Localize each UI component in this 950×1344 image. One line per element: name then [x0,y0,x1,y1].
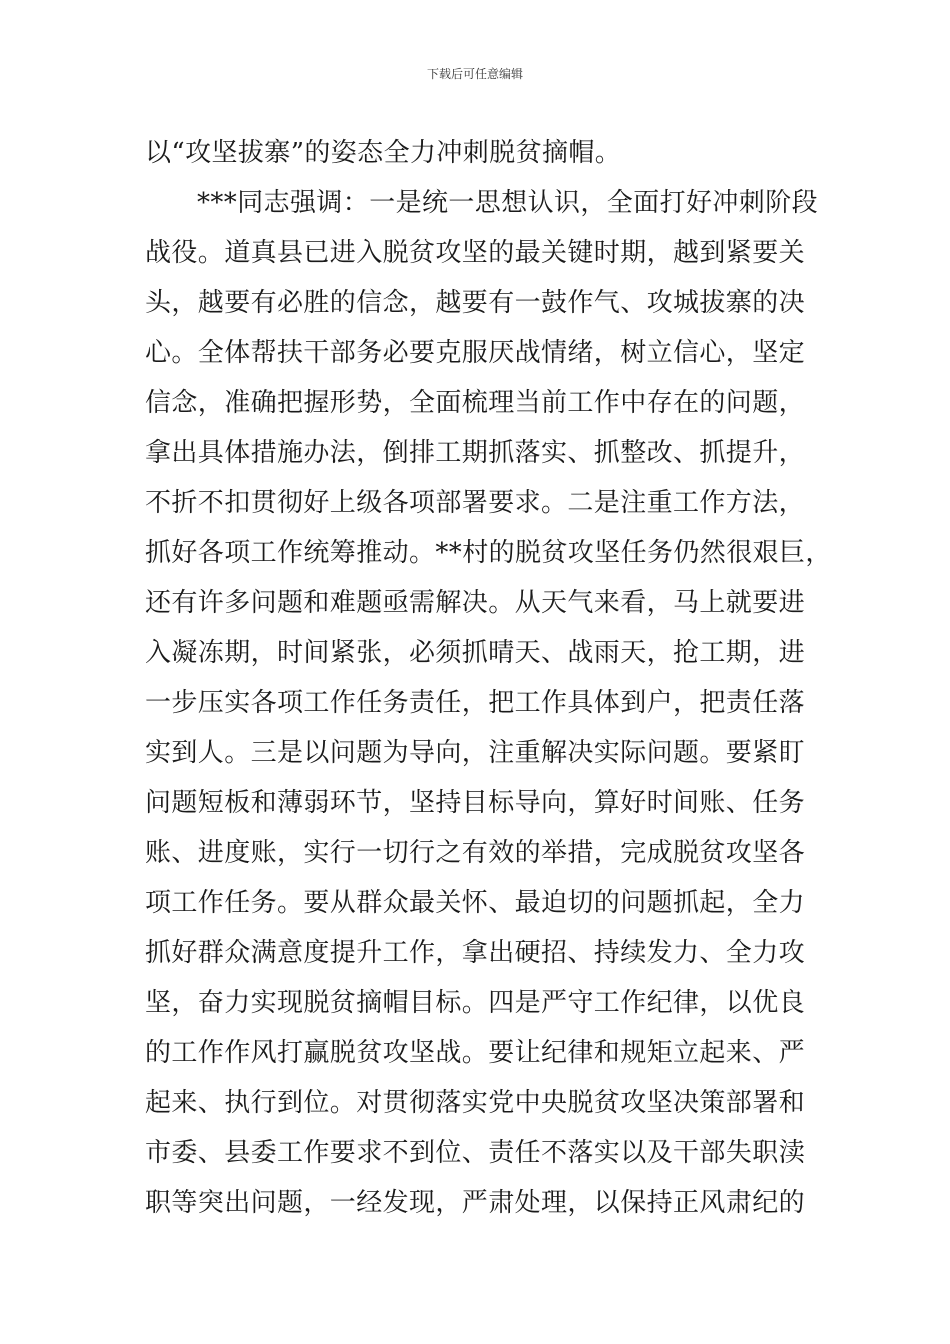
text-line: 信念，准确把握形势，全面梳理当前工作中存在的问题， [145,388,806,418]
text-line: ***同志强调：一是统一思想认识，全面打好冲刺阶段 [197,188,819,218]
document-body [145,128,832,1228]
text-line: 战役。道真县已进入脱贫攻坚的最关键时期，越到紧要关 [145,238,806,268]
text-line: 项工作任务。要从群众最关怀、最迫切的问题抓起，全力 [145,888,806,918]
text-line: 职等突出问题，一经发现，严肃处理，以保持正风肃纪的 [145,1188,806,1218]
text-line: 抓好各项工作统筹推动。**村的脱贫攻坚任务仍然很艰巨， [145,538,832,568]
text-line: 实到人。三是以问题为导向，注重解决实际问题。要紧盯 [145,738,806,768]
text-line: 抓好群众满意度提升工作，拿出硬招、持续发力、全力攻 [145,938,806,968]
text-line: 还有许多问题和难题亟需解决。从天气来看，马上就要进 [145,588,806,618]
text-line: 拿出具体措施办法，倒排工期抓落实、抓整改、抓提升， [145,438,806,468]
text-line: 不折不扣贯彻好上级各项部署要求。二是注重工作方法， [145,488,806,518]
text-line: 一步压实各项工作任务责任，把工作具体到户，把责任落 [145,688,806,718]
text-line: 坚，奋力实现脱贫摘帽目标。四是严守工作纪律，以优良 [145,988,806,1018]
text-line: 起来、执行到位。对贯彻落实党中央脱贫攻坚决策部署和 [145,1088,806,1118]
text-line: 问题短板和薄弱环节，坚持目标导向，算好时间账、任务 [145,788,806,818]
text-line: 的工作作风打赢脱贫攻坚战。要让纪律和规矩立起来、严 [145,1038,806,1068]
text-line: 头，越要有必胜的信念，越要有一鼓作气、攻城拔寨的决 [145,288,806,318]
page-header-note: 下载后可任意编辑 [426,67,523,81]
text-line: 入凝冻期，时间紧张，必须抓晴天、战雨天，抢工期，进 [145,638,806,668]
text-line: 以“攻坚拔寨”的姿态全力冲刺脱贫摘帽。 [145,138,622,168]
text-line: 账、进度账，实行一切行之有效的举措，完成脱贫攻坚各 [145,838,806,868]
text-line: 市委、县委工作要求不到位、责任不落实以及干部失职渎 [145,1138,806,1168]
text-line: 心。全体帮扶干部务必要克服厌战情绪，树立信心，坚定 [145,338,806,368]
